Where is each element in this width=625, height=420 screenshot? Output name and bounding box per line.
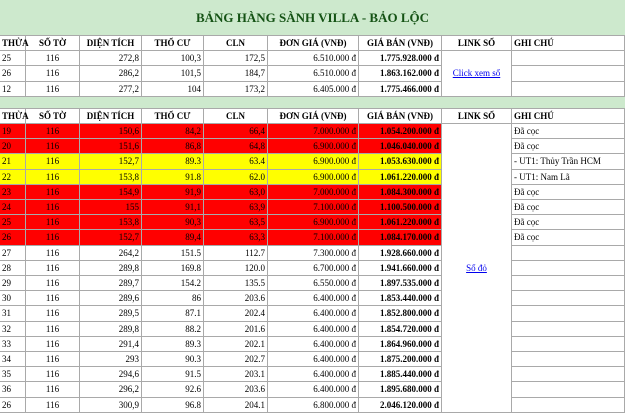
cell-lot[interactable]: 21 [0, 154, 26, 169]
table-row [0, 306, 625, 321]
cell-lot[interactable]: 12 [0, 82, 26, 97]
cell-lot[interactable]: 23 [0, 185, 26, 200]
cell-cln[interactable]: 63,9 [204, 200, 268, 215]
cell-cln[interactable]: 112.7 [204, 246, 268, 261]
header-price: GIÁ BÁN (VNĐ) [359, 36, 442, 51]
cell-unit_price[interactable]: 6.900.000 đ [268, 154, 359, 169]
table-row [0, 215, 625, 230]
page-title: BẢNG HÀNG SÀNH VILLA - BẢO LỘC [0, 0, 625, 36]
table-row [0, 154, 625, 169]
cell-price[interactable]: 1.875.200.000 đ [359, 352, 442, 367]
cell-lot[interactable]: 33 [0, 337, 26, 352]
cell-sheet[interactable]: 116 [26, 82, 80, 97]
cell-residential[interactable]: 90,3 [142, 215, 204, 230]
cell-price[interactable]: 1.864.960.000 đ [359, 337, 442, 352]
cell-notes[interactable] [512, 382, 625, 397]
cell-area[interactable]: 289,8 [80, 261, 142, 276]
header-link: LINK SỔ [442, 36, 512, 51]
cell-cln[interactable]: 63,0 [204, 185, 268, 200]
cell-residential[interactable]: 91.8 [142, 170, 204, 185]
header-cln: CLN [204, 109, 268, 124]
cell-residential[interactable]: 104 [142, 82, 204, 97]
header-lot: THỬA [0, 36, 26, 51]
cell-sheet[interactable]: 116 [26, 154, 80, 169]
cell-notes[interactable]: - UT1: Nam Lã [512, 170, 625, 185]
cell-notes[interactable] [512, 261, 625, 276]
cell-cln[interactable]: 62.0 [204, 170, 268, 185]
header-residential: THỔ CƯ [142, 36, 204, 51]
cell-residential[interactable]: 89,4 [142, 230, 204, 245]
cell-unit_price[interactable]: 6.400.000 đ [268, 352, 359, 367]
cell-residential[interactable]: 90.3 [142, 352, 204, 367]
header-residential: THỔ CƯ [142, 109, 204, 124]
cell-cln[interactable]: 202.4 [204, 306, 268, 321]
header-unit_price: ĐƠN GIÁ (VNĐ) [268, 109, 359, 124]
cell-area[interactable]: 155 [80, 200, 142, 215]
cell-price[interactable]: 1.046.040.000 đ [359, 139, 442, 154]
cell-price[interactable]: 1.941.660.000 đ [359, 261, 442, 276]
cell-cln[interactable]: 63,5 [204, 215, 268, 230]
cell-area[interactable]: 153,8 [80, 170, 142, 185]
cell-notes[interactable] [512, 51, 625, 66]
header-notes: GHI CHÚ [512, 36, 625, 51]
cell-lot[interactable]: 26 [0, 230, 26, 245]
table-row [0, 352, 625, 367]
cell-area[interactable]: 296,2 [80, 382, 142, 397]
cell-area[interactable]: 293 [80, 352, 142, 367]
header-lot: THỬA [0, 109, 26, 124]
cell-sheet[interactable]: 116 [26, 200, 80, 215]
cell-notes[interactable]: Đã cọc [512, 230, 625, 245]
cell-area[interactable]: 150,6 [80, 124, 142, 139]
cell-residential[interactable]: 101,5 [142, 66, 204, 81]
table-row [0, 170, 625, 185]
cell-cln[interactable]: 203.6 [204, 382, 268, 397]
header-area: DIỆN TÍCH [80, 109, 142, 124]
cell-lot[interactable]: 27 [0, 246, 26, 261]
cell-residential[interactable]: 154.2 [142, 276, 204, 291]
cell-cln[interactable]: 173,2 [204, 82, 268, 97]
cell-price[interactable]: 1.053.630.000 đ [359, 154, 442, 169]
cell-notes[interactable] [512, 276, 625, 291]
cell-unit_price[interactable]: 6.900.000 đ [268, 170, 359, 185]
cell-lot[interactable]: 35 [0, 367, 26, 382]
cell-sheet[interactable]: 116 [26, 352, 80, 367]
cell-cln[interactable]: 202.7 [204, 352, 268, 367]
cell-notes[interactable] [512, 66, 625, 81]
cell-cln[interactable]: 203.1 [204, 367, 268, 382]
cell-cln[interactable]: 172,5 [204, 51, 268, 66]
table-row [0, 322, 625, 337]
header-sheet: SỐ TỜ [26, 36, 80, 51]
header-unit_price: ĐƠN GIÁ (VNĐ) [268, 36, 359, 51]
cell-notes[interactable]: Đã cọc [512, 124, 625, 139]
cell-sheet[interactable]: 116 [26, 306, 80, 321]
cell-area[interactable]: 289,5 [80, 306, 142, 321]
cell-residential[interactable]: 100,3 [142, 51, 204, 66]
cell-area[interactable]: 152,7 [80, 230, 142, 245]
cell-residential[interactable]: 87.1 [142, 306, 204, 321]
table-row [0, 82, 625, 97]
cell-price[interactable]: 1.863.162.000 đ [359, 66, 442, 81]
cell-lot[interactable]: 26 [0, 66, 26, 81]
cell-cln[interactable]: 201.6 [204, 322, 268, 337]
cell-unit_price[interactable]: 6.800.000 đ [268, 398, 359, 413]
cell-cln[interactable]: 63.4 [204, 154, 268, 169]
cell-lot[interactable]: 30 [0, 291, 26, 306]
cell-unit_price[interactable]: 6.510.000 đ [268, 51, 359, 66]
header-sheet: SỐ TỜ [26, 109, 80, 124]
table-row [0, 230, 625, 245]
cell-residential[interactable]: 151.5 [142, 246, 204, 261]
cell-area[interactable]: 294,6 [80, 367, 142, 382]
header-notes: GHI CHÚ [512, 109, 625, 124]
cell-price[interactable]: 1.852.800.000 đ [359, 306, 442, 321]
cell-notes[interactable]: Đã cọc [512, 185, 625, 200]
cell-lot[interactable]: 24 [0, 200, 26, 215]
cell-area[interactable]: 152,7 [80, 154, 142, 169]
table-row [0, 261, 625, 276]
cell-price[interactable]: 1.054.200.000 đ [359, 124, 442, 139]
cell-sheet[interactable]: 116 [26, 230, 80, 245]
cell-sheet[interactable]: 116 [26, 66, 80, 81]
table-row [0, 200, 625, 215]
cell-sheet[interactable]: 116 [26, 124, 80, 139]
cell-notes[interactable] [512, 246, 625, 261]
cell-sheet[interactable]: 116 [26, 276, 80, 291]
cell-price[interactable]: 2.046.120.000 đ [359, 398, 442, 413]
header-row [0, 109, 625, 124]
table-row [0, 398, 625, 413]
cell-notes[interactable]: - UT1: Thủy Trần HCM [512, 154, 625, 169]
table-row [0, 51, 625, 66]
table-row [0, 337, 625, 352]
red-book-link[interactable]: Sổ đỏ [466, 262, 487, 273]
cell-lot[interactable]: 28 [0, 261, 26, 276]
cell-residential[interactable]: 91,1 [142, 200, 204, 215]
cell-unit_price[interactable]: 6.400.000 đ [268, 382, 359, 397]
cell-cln[interactable]: 135.5 [204, 276, 268, 291]
section-separator [0, 97, 625, 109]
table-row [0, 185, 625, 200]
cell-unit_price[interactable]: 6.510.000 đ [268, 66, 359, 81]
cell-lot[interactable]: 25 [0, 51, 26, 66]
cell-notes[interactable] [512, 398, 625, 413]
cell-lot[interactable]: 25 [0, 215, 26, 230]
cell-lot[interactable]: 29 [0, 276, 26, 291]
table-row [0, 291, 625, 306]
cell-sheet[interactable]: 116 [26, 170, 80, 185]
cell-unit_price[interactable]: 6.550.000 đ [268, 276, 359, 291]
cell-residential[interactable]: 89.3 [142, 154, 204, 169]
cell-residential[interactable]: 91.5 [142, 367, 204, 382]
cell-price[interactable]: 1.775.928.000 đ [359, 51, 442, 66]
cell-notes[interactable]: Đã cọc [512, 200, 625, 215]
cell-unit_price[interactable]: 6.400.000 đ [268, 367, 359, 382]
link-cell-merged[interactable] [442, 124, 512, 413]
header-area: DIỆN TÍCH [80, 36, 142, 51]
cell-cln[interactable]: 120.0 [204, 261, 268, 276]
cell-area[interactable]: 289,6 [80, 291, 142, 306]
cell-area[interactable]: 151,6 [80, 139, 142, 154]
cell-price[interactable]: 1.885.440.000 đ [359, 367, 442, 382]
cell-price[interactable]: 1.775.466.000 đ [359, 82, 442, 97]
table-row [0, 367, 625, 382]
cell-price[interactable]: 1.084.170.000 đ [359, 230, 442, 245]
cell-residential[interactable]: 88.2 [142, 322, 204, 337]
cell-price[interactable]: 1.084.300.000 đ [359, 185, 442, 200]
cell-lot[interactable]: 32 [0, 322, 26, 337]
cell-cln[interactable]: 184,7 [204, 66, 268, 81]
cell-residential[interactable]: 92.6 [142, 382, 204, 397]
cell-unit_price[interactable]: 6.400.000 đ [268, 291, 359, 306]
cell-price[interactable]: 1.853.440.000 đ [359, 291, 442, 306]
cell-sheet[interactable]: 116 [26, 246, 80, 261]
cell-residential[interactable]: 169.8 [142, 261, 204, 276]
table-row [0, 246, 625, 261]
cell-cln[interactable]: 202.1 [204, 337, 268, 352]
view-deed-link[interactable]: Click xem sổ [452, 68, 501, 79]
cell-sheet[interactable]: 116 [26, 139, 80, 154]
cell-sheet[interactable]: 116 [26, 337, 80, 352]
cell-lot[interactable]: 20 [0, 139, 26, 154]
cell-notes[interactable] [512, 82, 625, 97]
cell-unit_price[interactable]: 6.700.000 đ [268, 261, 359, 276]
cell-price[interactable]: 1.100.500.000 đ [359, 200, 442, 215]
cell-lot[interactable]: 34 [0, 352, 26, 367]
table-row [0, 66, 625, 81]
cell-sheet[interactable]: 116 [26, 185, 80, 200]
table-row [0, 382, 625, 397]
cell-cln[interactable]: 64,8 [204, 139, 268, 154]
header-link: LINK SỔ [442, 109, 512, 124]
cell-area[interactable]: 289,7 [80, 276, 142, 291]
cell-area[interactable]: 289,8 [80, 322, 142, 337]
cell-residential[interactable]: 84,2 [142, 124, 204, 139]
table-row [0, 276, 625, 291]
cell-notes[interactable] [512, 306, 625, 321]
cell-cln[interactable]: 204.1 [204, 398, 268, 413]
cell-lot[interactable]: 31 [0, 306, 26, 321]
cell-unit_price[interactable]: 6.900.000 đ [268, 215, 359, 230]
header-cln: CLN [204, 36, 268, 51]
cell-unit_price[interactable]: 7.100.000 đ [268, 230, 359, 245]
cell-sheet[interactable]: 116 [26, 367, 80, 382]
header-row [0, 36, 625, 51]
cell-residential[interactable]: 96.8 [142, 398, 204, 413]
cell-area[interactable]: 153,8 [80, 215, 142, 230]
cell-notes[interactable]: Đã cọc [512, 215, 625, 230]
cell-unit_price[interactable]: 7.000.000 đ [268, 185, 359, 200]
link-cell-merged[interactable] [442, 51, 512, 97]
cell-price[interactable]: 1.895.680.000 đ [359, 382, 442, 397]
cell-price[interactable]: 1.061.220.000 đ [359, 215, 442, 230]
cell-area[interactable]: 277,2 [80, 82, 142, 97]
cell-unit_price[interactable]: 6.400.000 đ [268, 306, 359, 321]
cell-residential[interactable]: 91,9 [142, 185, 204, 200]
cell-sheet[interactable]: 116 [26, 215, 80, 230]
cell-sheet[interactable]: 116 [26, 51, 80, 66]
cell-notes[interactable] [512, 291, 625, 306]
cell-price[interactable]: 1.854.720.000 đ [359, 322, 442, 337]
cell-area[interactable]: 264,2 [80, 246, 142, 261]
cell-price[interactable]: 1.928.660.000 đ [359, 246, 442, 261]
cell-area[interactable]: 154,9 [80, 185, 142, 200]
cell-price[interactable]: 1.897.535.000 đ [359, 276, 442, 291]
cell-residential[interactable]: 86,8 [142, 139, 204, 154]
cell-lot[interactable]: 26 [0, 398, 26, 413]
table-row [0, 139, 625, 154]
cell-notes[interactable] [512, 337, 625, 352]
table-row [0, 124, 625, 139]
cell-unit_price[interactable]: 7.300.000 đ [268, 246, 359, 261]
cell-area[interactable]: 286,2 [80, 66, 142, 81]
cell-residential[interactable]: 86 [142, 291, 204, 306]
cell-sheet[interactable]: 116 [26, 382, 80, 397]
cell-sheet[interactable]: 116 [26, 291, 80, 306]
cell-sheet[interactable]: 116 [26, 398, 80, 413]
cell-unit_price[interactable]: 7.000.000 đ [268, 124, 359, 139]
cell-lot[interactable]: 36 [0, 382, 26, 397]
cell-price[interactable]: 1.061.220.000 đ [359, 170, 442, 185]
cell-cln[interactable]: 66,4 [204, 124, 268, 139]
cell-sheet[interactable]: 116 [26, 261, 80, 276]
cell-notes[interactable] [512, 367, 625, 382]
cell-lot[interactable]: 19 [0, 124, 26, 139]
cell-sheet[interactable]: 116 [26, 322, 80, 337]
cell-area[interactable]: 291,4 [80, 337, 142, 352]
cell-notes[interactable] [512, 322, 625, 337]
cell-area[interactable]: 272,8 [80, 51, 142, 66]
cell-lot[interactable]: 22 [0, 170, 26, 185]
cell-cln[interactable]: 203.6 [204, 291, 268, 306]
cell-area[interactable]: 300,9 [80, 398, 142, 413]
cell-unit_price[interactable]: 6.900.000 đ [268, 139, 359, 154]
cell-notes[interactable]: Đã cọc [512, 139, 625, 154]
cell-cln[interactable]: 63,3 [204, 230, 268, 245]
cell-unit_price[interactable]: 6.400.000 đ [268, 337, 359, 352]
cell-unit_price[interactable]: 6.400.000 đ [268, 322, 359, 337]
header-price: GIÁ BÁN (VNĐ) [359, 109, 442, 124]
cell-unit_price[interactable]: 6.405.000 đ [268, 82, 359, 97]
cell-unit_price[interactable]: 7.100.000 đ [268, 200, 359, 215]
cell-notes[interactable] [512, 352, 625, 367]
cell-residential[interactable]: 89.3 [142, 337, 204, 352]
